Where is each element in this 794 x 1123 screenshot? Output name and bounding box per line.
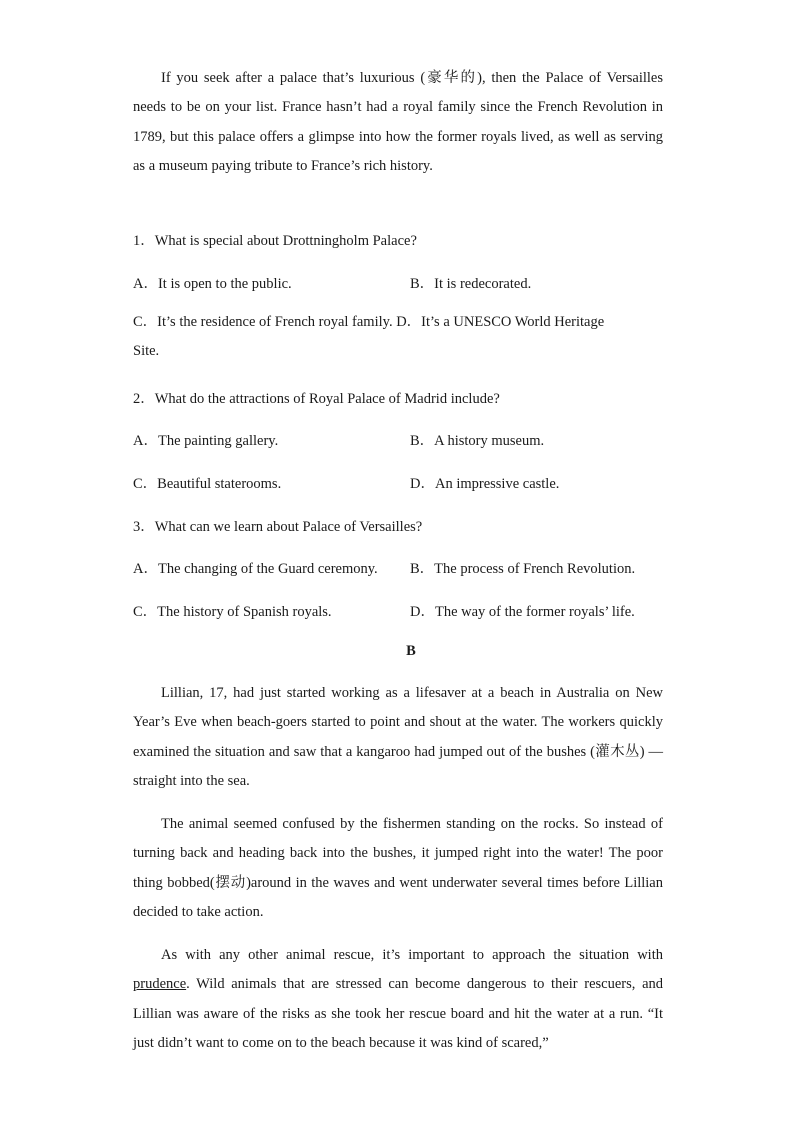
section-b-paragraph-3: As with any other animal rescue, it’s important to approach the situation with prudence. Wild animals that are stressed can become dangerous to their rescuers, and Lillian was aware of the risks as she took her rescue board and hit the water at a run. “It just didn’t want to come on to the beach because it was kind of scared,” — [133, 947, 663, 1052]
question-1-option-c-d: C．It’s the residence of French royal family. D．It’s a UNESCO World Heritage Site. — [133, 314, 605, 360]
question-3-stem: 3．What can we learn about Palace of Versailles? — [133, 519, 423, 535]
question-1-stem: 1．What is special about Drottningholm Palace? — [133, 233, 417, 249]
question-3-option-d: D．The way of the former royals’ life. — [410, 604, 635, 620]
section-b-paragraph-1: Lillian, 17, had just started working as a lifesaver at a beach in Australia on New Year’s Eve when beach-goers started to point and shout at the water. The workers quickly examined the situation and saw that a kangaroo had jumped out of the bushes (灌木丛) — straight into the sea. — [133, 685, 663, 790]
question-2-option-c: C．Beautiful staterooms. — [133, 476, 282, 492]
question-2-option-a: A．The painting gallery. — [133, 433, 279, 449]
question-1-option-b: B．It is redecorated. — [410, 276, 532, 292]
question-2-option-d: D．An impressive castle. — [410, 476, 560, 492]
section-b-paragraph-2: The animal seemed confused by the fishermen standing on the rocks. So instead of turning back and heading back into the bushes, it jumped right into the water! The poor thing bobbed(摆动)around in the waves and went underwater several times before Lillian decided to take action. — [133, 816, 663, 921]
question-3-option-c: C．The history of Spanish royals. — [133, 604, 332, 620]
section-b-heading: B — [406, 643, 416, 659]
question-3-option-a: A．The changing of the Guard ceremony. — [133, 561, 378, 577]
passage-a-closing-paragraph: If you seek after a palace that’s luxurious (豪华的), then the Palace of Versailles needs to be on your list. France hasn’t had a royal family since the French Revolution in 1789, but this palace offers a glimpse into how the former royals lived, as well as serving as a museum paying tribute to France’s rich history. — [133, 70, 663, 175]
question-2-stem: 2．What do the attractions of Royal Palace of Madrid include? — [133, 391, 500, 407]
question-1-option-a: A．It is open to the public. — [133, 276, 292, 292]
question-2-option-b: B．A history museum. — [410, 433, 545, 449]
question-3-option-b: B．The process of French Revolution. — [410, 561, 636, 577]
underlined-word-prudence: prudence — [133, 976, 187, 993]
